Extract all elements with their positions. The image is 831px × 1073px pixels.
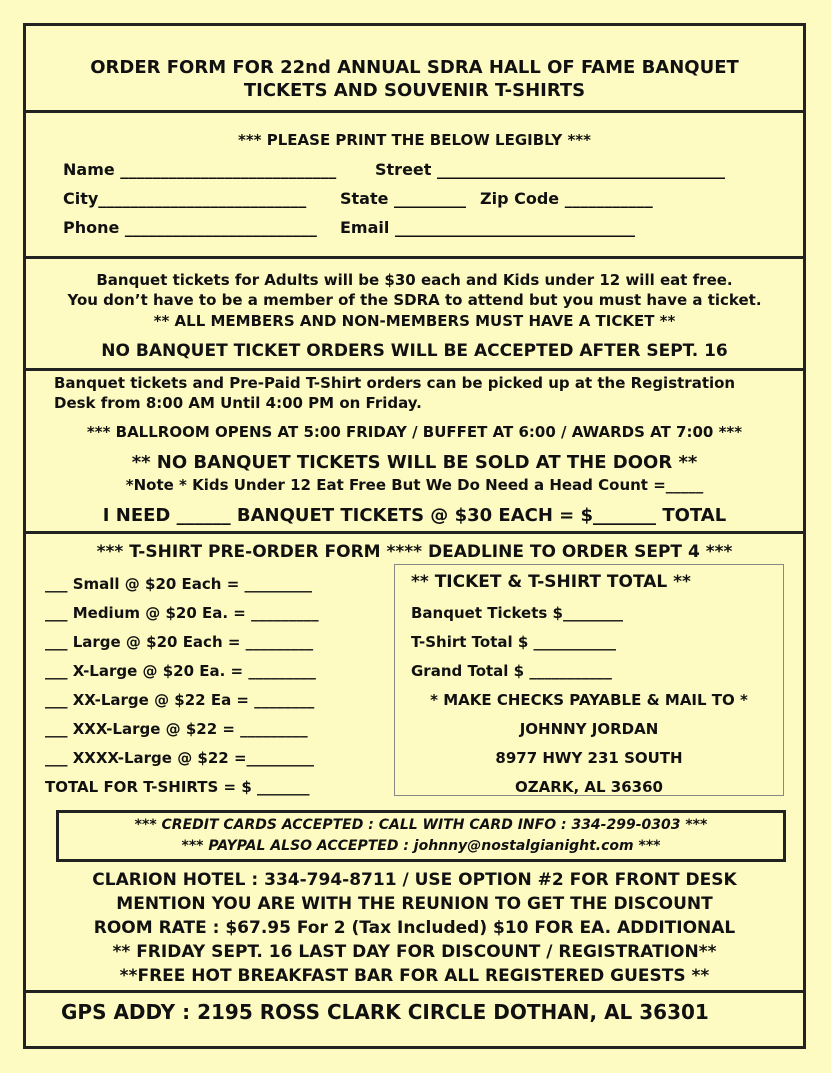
name-field[interactable]: Name ___________________________	[63, 160, 337, 179]
ticket-quantity-line[interactable]: I NEED ______ BANQUET TICKETS @ $30 EACH = $_______ TOTAL	[102, 505, 727, 526]
banquet-tickets-total[interactable]: Banquet Tickets $________	[411, 604, 623, 622]
size-small-line[interactable]: ___ Small @ $20 Each = _________	[45, 575, 312, 593]
form-title-line2: TICKETS AND SOUVENIR T-SHIRTS	[243, 80, 586, 101]
checks-payable-text: * MAKE CHECKS PAYABLE & MAIL TO *	[430, 691, 748, 709]
size-xl-line[interactable]: ___ X-Large @ $20 Ea. = _________	[45, 662, 316, 680]
paypal-text: *** PAYPAL ALSO ACCEPTED : johnny@nostalgianight.com ***	[181, 838, 661, 854]
zip-field[interactable]: Zip Code ___________	[480, 189, 653, 208]
size-2xl-line[interactable]: ___ XX-Large @ $22 Ea = ________	[45, 691, 315, 709]
ticket-required-text: ** ALL MEMBERS AND NON-MEMBERS MUST HAVE A TICKET **	[153, 312, 676, 330]
phone-field[interactable]: Phone ________________________	[63, 218, 317, 237]
head-count-note[interactable]: *Note * Kids Under 12 Eat Free But We Do Need a Head Count =_____	[125, 476, 704, 494]
divider	[23, 110, 806, 113]
gps-address: GPS ADDY : 2195 ROSS CLARK CIRCLE DOTHAN, AL 36301	[61, 1000, 709, 1024]
size-3xl-line[interactable]: ___ XXX-Large @ $22 = _________	[45, 720, 308, 738]
hotel-phone-text: CLARION HOTEL : 334-794-8711 / USE OPTION #2 FOR FRONT DESK	[92, 870, 737, 890]
city-field[interactable]: City__________________________	[63, 189, 307, 208]
state-field[interactable]: State _________	[340, 189, 467, 208]
email-field[interactable]: Email ______________________________	[340, 218, 635, 237]
size-large-line[interactable]: ___ Large @ $20 Each = _________	[45, 633, 314, 651]
order-deadline-text: NO BANQUET TICKET ORDERS WILL BE ACCEPTED AFTER SEPT. 16	[101, 341, 728, 361]
divider	[23, 531, 806, 534]
divider	[23, 990, 806, 993]
discount-deadline-text: ** FRIDAY SEPT. 16 LAST DAY FOR DISCOUNT / REGISTRATION**	[112, 942, 717, 962]
grand-total-field[interactable]: Grand Total $ ___________	[411, 662, 612, 680]
pickup-text-line2: Desk from 8:00 AM Until 4:00 PM on Friday.	[54, 394, 422, 412]
size-4xl-line[interactable]: ___ XXXX-Large @ $22 =_________	[45, 749, 315, 767]
ballroom-schedule: *** BALLROOM OPENS AT 5:00 FRIDAY / BUFFET AT 6:00 / AWARDS AT 7:00 ***	[86, 423, 743, 441]
mail-address-city: OZARK, AL 36360	[515, 778, 663, 796]
room-rate-text: ROOM RATE : $67.95 For 2 (Tax Included) $10 FOR EA. ADDITIONAL	[93, 918, 736, 938]
tshirt-form-heading: *** T-SHIRT PRE-ORDER FORM **** DEADLINE TO ORDER SEPT 4 ***	[96, 542, 733, 562]
print-legibly-heading: *** PLEASE PRINT THE BELOW LEGIBLY ***	[237, 131, 591, 149]
no-door-sales-text: ** NO BANQUET TICKETS WILL BE SOLD AT THE DOOR **	[131, 452, 698, 473]
size-medium-line[interactable]: ___ Medium @ $20 Ea. = _________	[45, 604, 319, 622]
form-title-line1: ORDER FORM FOR 22nd ANNUAL SDRA HALL OF FAME BANQUET	[90, 57, 739, 78]
banquet-price-text: Banquet tickets for Adults will be $30 each and Kids under 12 will eat free.	[96, 271, 733, 289]
tshirt-total-line[interactable]: TOTAL FOR T-SHIRTS = $ _______	[45, 778, 310, 796]
membership-text: You don’t have to be a member of the SDRA to attend but you must have a ticket.	[67, 291, 762, 309]
credit-card-text: *** CREDIT CARDS ACCEPTED : CALL WITH CARD INFO : 334-299-0303 ***	[134, 817, 708, 833]
tshirt-total-field[interactable]: T-Shirt Total $ ___________	[411, 633, 617, 651]
mail-address-name: JOHNNY JORDAN	[519, 720, 659, 738]
divider	[23, 368, 806, 371]
divider	[23, 256, 806, 259]
totals-heading: ** TICKET & T-SHIRT TOTAL **	[411, 572, 691, 592]
breakfast-text: **FREE HOT BREAKFAST BAR FOR ALL REGISTERED GUESTS **	[119, 966, 710, 986]
mail-address-street: 8977 HWY 231 SOUTH	[495, 749, 683, 767]
pickup-text-line1: Banquet tickets and Pre-Paid T-Shirt orders can be picked up at the Registration	[54, 374, 736, 392]
hotel-discount-text: MENTION YOU ARE WITH THE REUNION TO GET THE DISCOUNT	[116, 894, 713, 914]
street-field[interactable]: Street ____________________________________	[375, 160, 725, 179]
